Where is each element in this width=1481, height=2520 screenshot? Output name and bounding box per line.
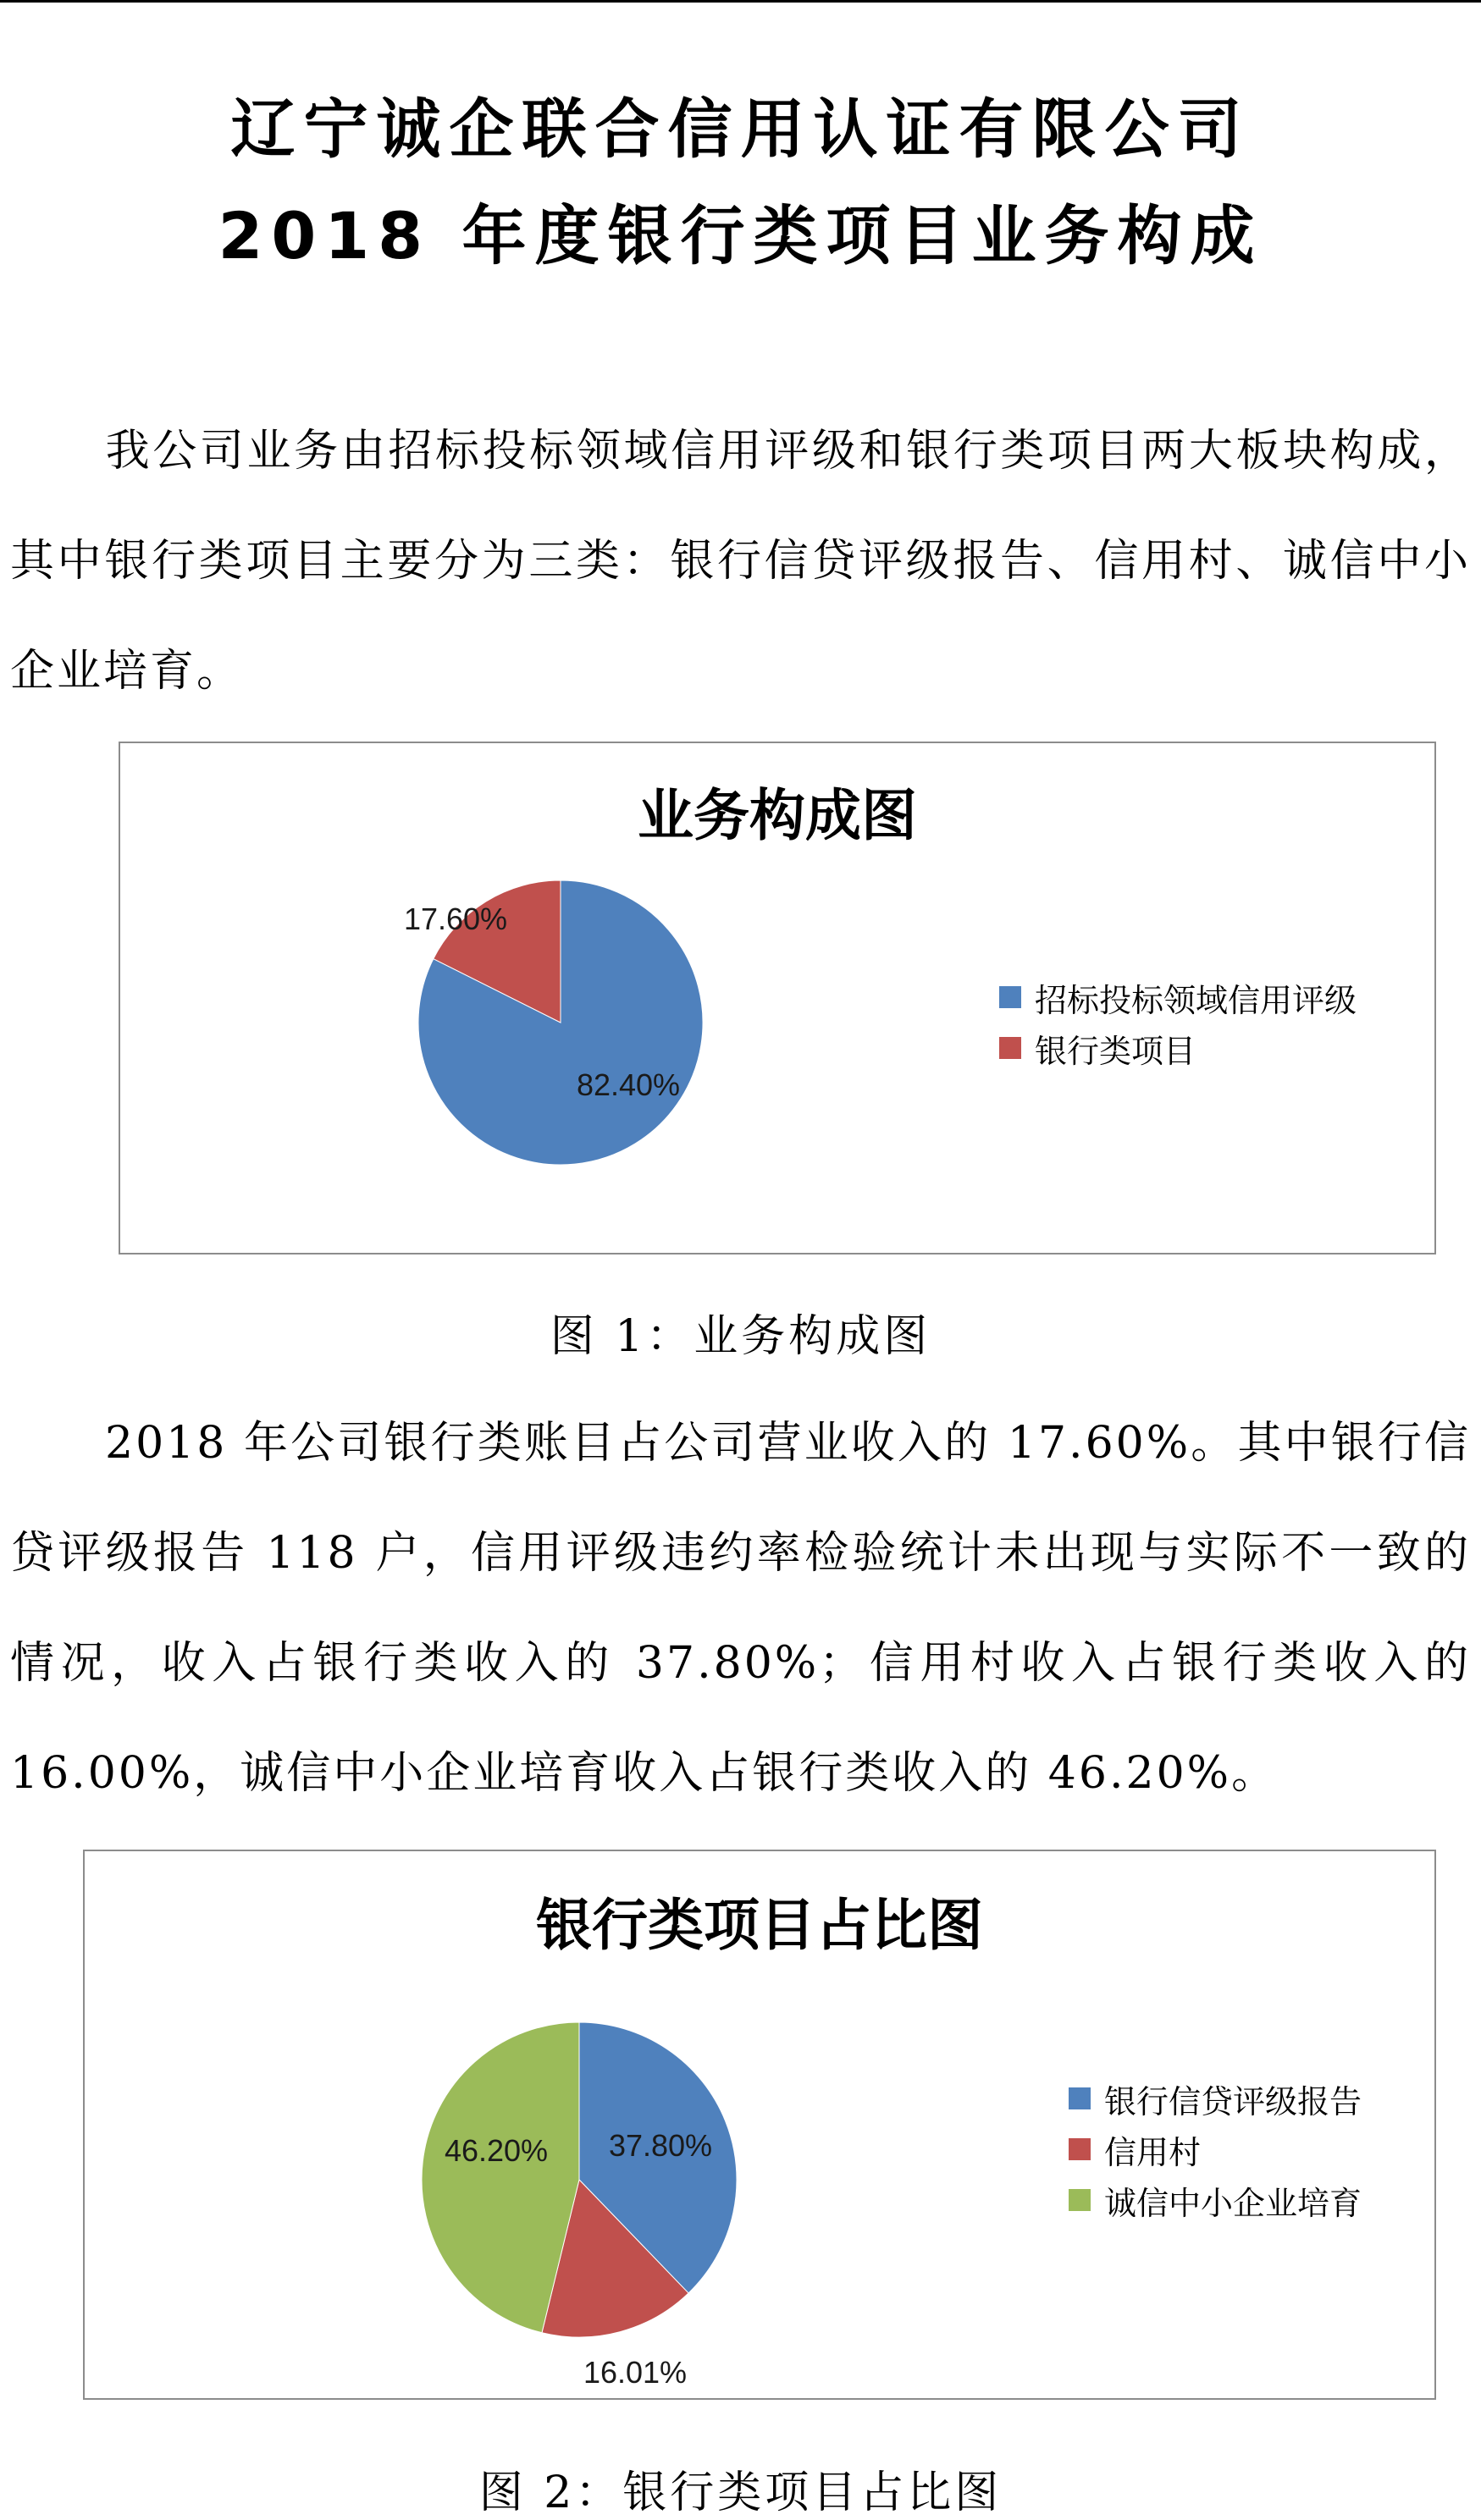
legend-item [1069,2073,1362,2124]
top-rule [0,0,1481,3]
data-label-2: 16.01% [583,2355,688,2390]
document-title-line1: 辽宁诚企联合信用认证有限公司 [230,91,1251,167]
paragraph-intro [10,396,1471,726]
chart-business-composition [119,742,1436,1254]
legend-item [1069,2124,1362,2175]
chart-legend [999,972,1357,1073]
paragraph-bank-detail-text: 2018 年公司银行类账目占公司营业收入的 17.60%。其中银行信贷评级报告 118 户，信用评级违约率检验统计未出现与实际不一致的情况，收入占银行类收入的 37.80%；信用村收入占银行类收入的 16.00%，诚信中小企业培育收入占银行类收入的 46.20%。 [10,1418,1471,1799]
document-title-line2: 2018 年度银行类项目业务构成 [218,198,1263,273]
legend-swatch [1069,2138,1091,2160]
data-label-2: 17.60% [403,902,508,936]
paragraph-intro-text: 我公司业务由招标投标领域信用评级和银行类项目两大板块构成，其中银行类项目主要分为三类：银行信贷评级报告、信用村、诚信中小企业培育。 [10,426,1471,697]
legend-label: 银行类项目 [1035,1032,1196,1070]
legend-label: 诚信中小企业培育 [1104,2184,1362,2222]
paragraph-bank-detail [10,1388,1471,1828]
chart-title: 银行类项目占比图 [536,1893,983,1958]
legend-label: 银行信贷评级报告 [1104,2082,1362,2120]
figure-caption-1: 图 1：业务构成图 [550,1311,931,1362]
data-label-1: 37.80% [608,2128,713,2163]
legend-swatch [1069,2189,1091,2211]
chart-title: 业务构成图 [638,783,917,848]
legend-swatch [1069,2087,1091,2109]
legend-label: 招标投标领域信用评级 [1035,981,1357,1019]
data-label-3: 46.20% [444,2133,549,2168]
legend-swatch [999,1037,1021,1059]
legend-item [999,1023,1357,1073]
legend-item [1069,2175,1362,2225]
figure-caption-2: 图 2：银行类项目占比图 [478,2468,1003,2518]
chart-legend [1069,2073,1362,2225]
legend-label: 信用村 [1104,2133,1202,2171]
legend-item [999,972,1357,1023]
legend-swatch [999,986,1021,1008]
chart-bank-share [83,1850,1436,2400]
data-label-1: 82.40% [576,1067,681,1102]
